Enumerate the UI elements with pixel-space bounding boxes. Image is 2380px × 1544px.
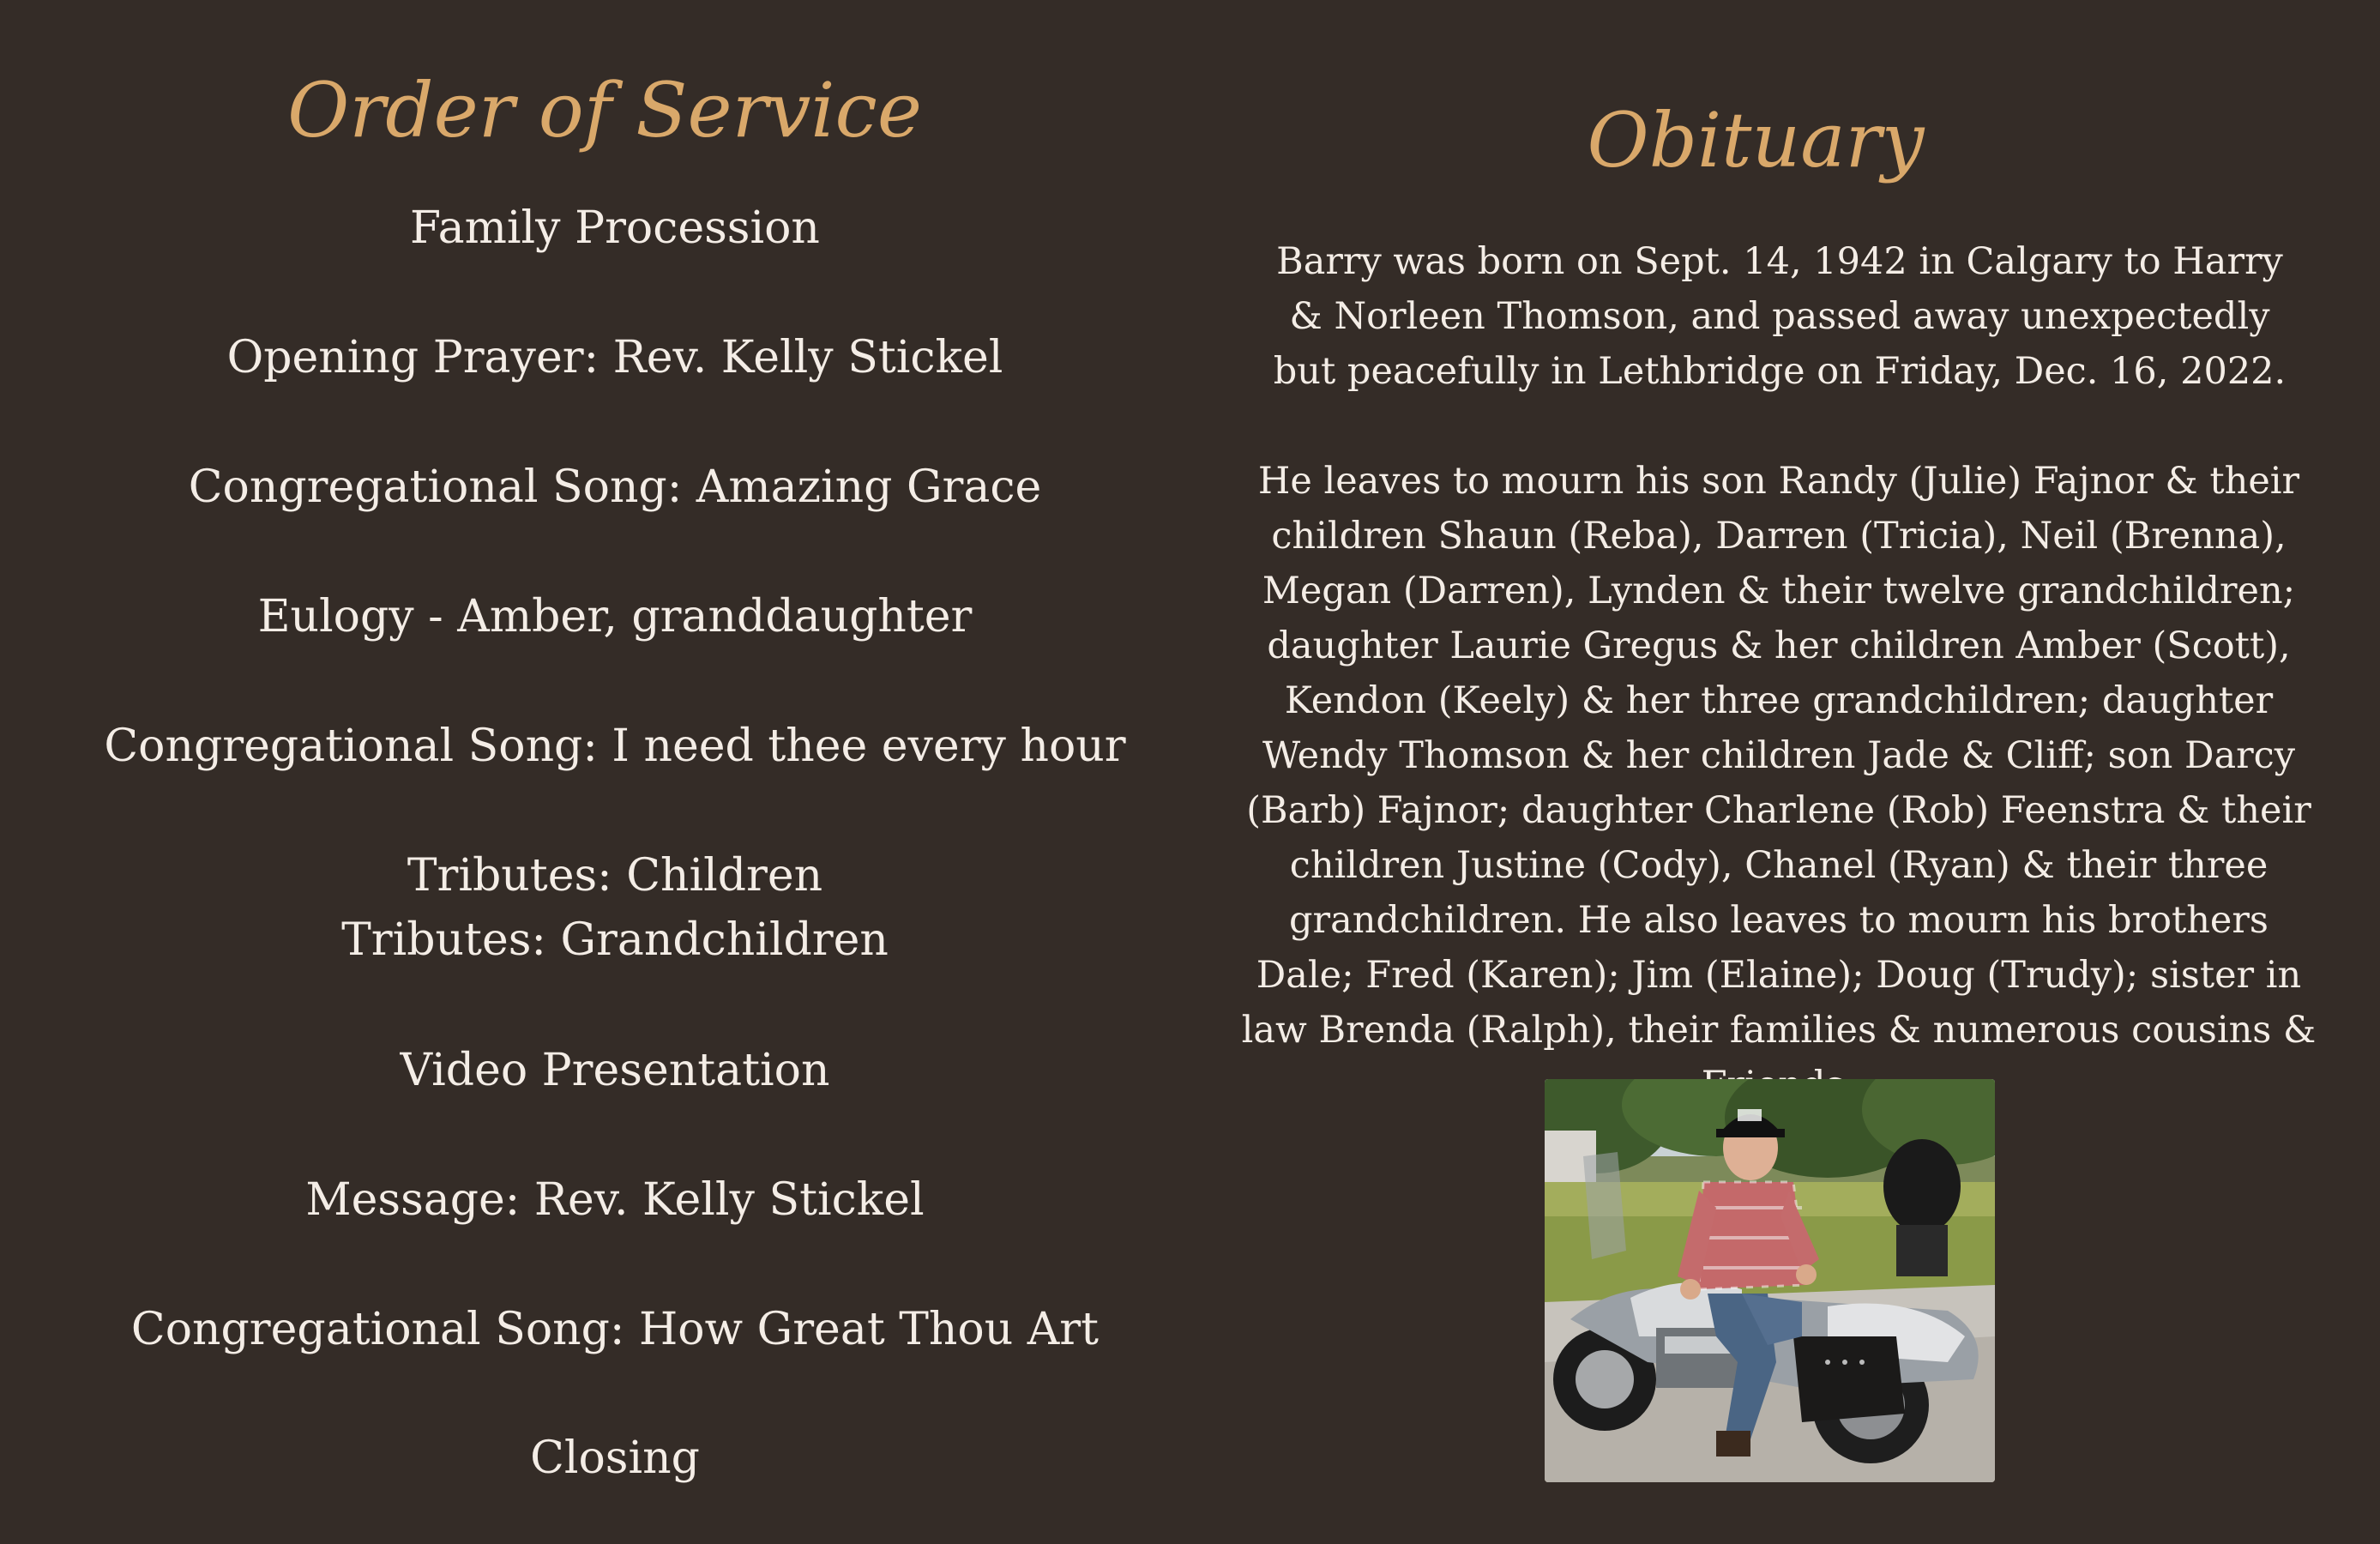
service-item-family-procession: Family Procession [410, 202, 820, 254]
service-item-tributes-grandchildren: Tributes: Grandchildren [341, 914, 889, 966]
obituary-panel [1226, 0, 2380, 1544]
service-item-song-i-need-thee: Congregational Song: I need thee every hour [104, 721, 1126, 772]
motorcycle-portrait-image [1545, 1079, 1995, 1482]
memorial-photo [1545, 1079, 1995, 1482]
service-item-song-how-great: Congregational Song: How Great Thou Art [130, 1304, 1100, 1355]
service-item-closing: Closing [530, 1432, 700, 1484]
service-item-eulogy: Eulogy - Amber, granddaughter [257, 591, 973, 642]
service-item-message: Message: Rev. Kelly Stickel [305, 1174, 925, 1226]
obituary-paragraph-survivors: He leaves to mourn his son Randy (Julie) Fajnor & their children Shaun (Reba), Darren (Tricia), Neil (Brenna), Megan (Darren), Lynden & their twelve grandchildren; daughter Laurie Gregus & her children Amber (Scott), Kendon (Keely) & her three grandchildren; daughter Wendy Thomson & her children Jade & Cliff; son Darcy (Barb) Fajnor; daughter Charlene (Rob) Feenstra & their children Justine (Cody), Chanel (Ryan) & their three grandchildren. He also leaves to mourn his brothers Dale; Fred (Karen); Jim (Elaine); Doug (Trudy); sister in law Brenda (Ralph), their families & numerous cousins & [1241, 460, 2317, 1052]
service-item-opening-prayer: Opening Prayer: Rev. Kelly Stickel [226, 332, 1003, 383]
obituary-heading: Obituary [1587, 96, 1925, 184]
obituary-paragraph-birth: Barry was born on Sept. 14, 1942 in Calgary to Harry & Norleen Thomson, and passed away unexpectedly but peacefully in Lethbridge on Friday, Dec. 16, 2022. [1273, 240, 2287, 393]
service-item-video-presentation: Video Presentation [400, 1045, 830, 1096]
order-of-service-heading: Order of Service [287, 66, 922, 154]
service-item-song-amazing-grace: Congregational Song: Amazing Grace [188, 461, 1042, 513]
service-item-tributes-children: Tributes: Children [407, 850, 823, 902]
